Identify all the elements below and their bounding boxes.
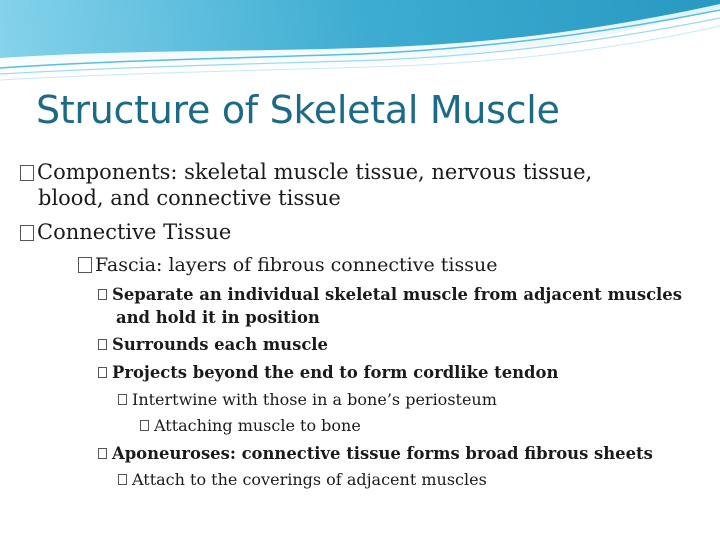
bullet-box-icon (98, 367, 107, 378)
bullet-text: Separate an individual skeletal muscle from adjacent muscles (112, 285, 682, 304)
bullet-text: Surrounds each muscle (112, 335, 328, 354)
bullet-item (98, 444, 653, 463)
bullet-item (98, 363, 558, 382)
bullet-text: Connective Tissue (37, 220, 232, 244)
bullet-box-icon (98, 448, 107, 459)
bullet-item (118, 390, 497, 409)
bullet-box-icon (78, 257, 92, 273)
bullet-item (118, 470, 487, 489)
bullet-box-icon (118, 474, 127, 485)
bullet-box-icon (98, 339, 107, 350)
header-wave-decoration (0, 0, 720, 90)
bullet-text: Intertwine with those in a bone’s periosteum (132, 390, 497, 409)
bullet-text: Attaching muscle to bone (154, 416, 361, 435)
bullet-continuation: and hold it in position (116, 308, 320, 327)
bullet-continuation: blood, and connective tissue (38, 186, 341, 210)
bullet-item (78, 254, 497, 276)
bullet-text: Aponeuroses: connective tissue forms broad fibrous sheets (112, 444, 653, 463)
bullet-box-icon (140, 420, 149, 431)
bullet-box-icon (20, 225, 34, 241)
slide-title: Structure of Skeletal Muscle (36, 88, 560, 132)
bullet-item (20, 220, 231, 244)
bullet-box-icon (98, 289, 107, 300)
bullet-text: Fascia: layers of fibrous connective tissue (95, 254, 498, 276)
bullet-box-icon (118, 394, 127, 405)
bullet-item (98, 335, 328, 354)
bullet-text: Attach to the coverings of adjacent muscles (132, 470, 487, 489)
bullet-item (140, 416, 361, 435)
bullet-text: Components: skeletal muscle tissue, nervous tissue, (37, 160, 593, 184)
bullet-item (98, 285, 682, 304)
bullet-item (20, 160, 592, 184)
bullet-box-icon (20, 165, 34, 181)
bullet-text: Projects beyond the end to form cordlike tendon (112, 363, 559, 382)
